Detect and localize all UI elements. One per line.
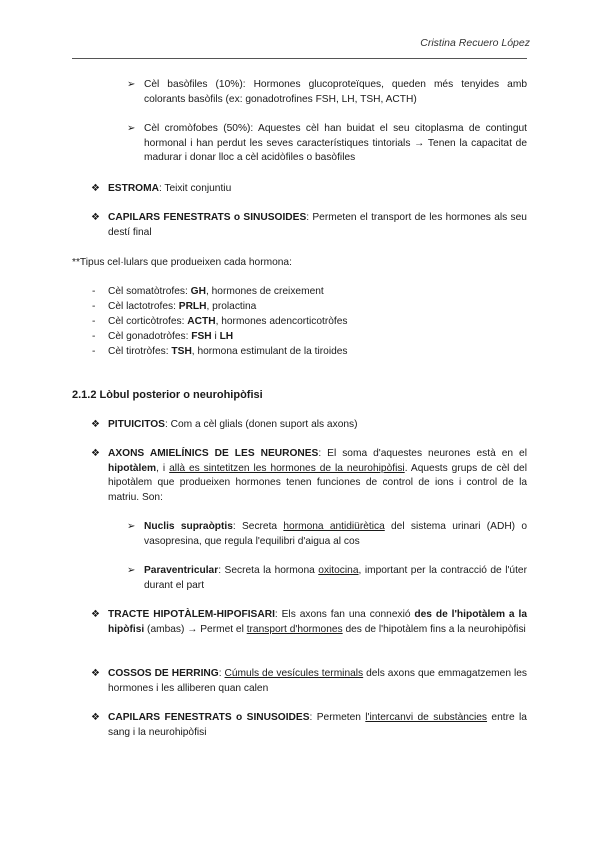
hormone-code: TSH (171, 346, 192, 357)
estroma-title: ESTROMA (108, 183, 159, 194)
dash-bullet: - (92, 301, 96, 312)
axons-title: AXONS AMIELÍNICS DE LES NEURONES (108, 448, 319, 459)
arrow-bullet-icon: ➢ (127, 79, 136, 90)
cromofobes-text: : Aquestes cèl han buidat el seu citoplasma de contingut hormonal i han perdut les seves característiques tintorials → Tenen la capacitat de madurar i donar lloc a cèl acidòfiles o basòfiles (144, 123, 527, 164)
diamond-bullet-icon: ❖ (91, 183, 100, 194)
tracte-title: TRACTE HIPOTÀLEM-HIPOFISARI (108, 609, 275, 620)
paraventricular-item (127, 564, 527, 593)
hormone-description: , hormones adencorticotròfes (215, 316, 348, 327)
cell-type-label: Cèl tirotròfes: (108, 346, 172, 357)
cell-type-item (92, 315, 527, 330)
cromofobes-title: Cèl cromòfobes (50%) (144, 123, 251, 134)
cell-types-heading: **Tipus cel·lulars que produeixen cada hormona: (72, 257, 292, 268)
axons-underline: allà es sintetitzen les hormones de la neurohipòfisi (169, 462, 405, 474)
cell-type-item (92, 345, 527, 360)
diamond-bullet-icon: ❖ (91, 609, 100, 620)
capilars-text: : Permeten el transport de les hormones als seu destí final (108, 212, 527, 238)
diamond-bullet-icon: ❖ (91, 419, 100, 430)
paraventricular-title: Paraventricular (144, 565, 219, 576)
arrow-bullet-icon: ➢ (127, 565, 136, 576)
cell-type-item (92, 300, 527, 315)
hormone-description: , hormona estimulant de la tiroides (191, 346, 348, 357)
dash-bullet: - (92, 346, 96, 357)
hormone-description: , prolactina (206, 301, 257, 312)
section-heading: 2.1.2 Lòbul posterior o neurohipòfisi (72, 389, 263, 401)
basofils-title: Cèl basòfiles (10%) (144, 79, 243, 90)
hormone-code: LH (219, 331, 234, 342)
herring-underline: Cúmuls de vesícules terminals (224, 668, 364, 679)
axons-text: : El soma d'aquestes neurones està en el (318, 448, 527, 459)
capilars-item (91, 211, 527, 240)
estroma-text: : Teixit conjuntiu (158, 183, 232, 194)
herring-item (91, 667, 527, 696)
cell-type-item (92, 285, 527, 300)
dash-bullet: - (92, 331, 96, 342)
hormone-code: FSH (191, 331, 212, 342)
paraventricular-text: , important per la contracció de l'úter durant el part (144, 565, 527, 591)
cromofobes-item (127, 122, 527, 166)
supraoptis-underline: hormona antidiürètica (283, 521, 385, 532)
dash-bullet: - (92, 286, 96, 297)
axons-item (91, 447, 527, 505)
tracte-underline: transport d'hormones (246, 623, 343, 635)
tracte-bold: des de l'hipotàlem a la hipòfisi (108, 609, 527, 635)
cell-type-label: Cèl gonadotròfes: (108, 331, 192, 342)
estroma-item (91, 182, 527, 197)
tracte-text: : Els axons fan una connexió (274, 609, 415, 620)
axons-text: . Aquests grups de cèl del hipotàlem que produeixen hormones tenen funciones de control de ions i control de la matriu. Son: (108, 462, 527, 503)
capilars-item (91, 711, 527, 740)
diamond-bullet-icon: ❖ (91, 212, 100, 223)
herring-title: COSSOS DE HERRING (108, 668, 219, 679)
tracte-text: (ambas) → Permet el (144, 623, 247, 635)
hormone-code: ACTH (187, 316, 216, 327)
axons-bold: hipotàlem (108, 462, 157, 474)
capilars-text: : Permeten (309, 712, 366, 723)
supraoptis-title: Nuclis supraòptis (144, 521, 233, 532)
capilars-underline: l'intercanvi de substàncies (365, 712, 488, 723)
paraventricular-text: : Secreta la hormona (218, 565, 319, 576)
axons-text: , i (156, 462, 170, 474)
paraventricular-underline: oxitocina (318, 565, 359, 576)
basofils-item (127, 78, 527, 107)
pituicits-title: PITUICITOS (108, 419, 165, 430)
capilars-text: entre la sang i la neurohipòfisi (108, 712, 527, 738)
diamond-bullet-icon: ❖ (91, 712, 100, 723)
page-header-author: Cristina Recuero López (420, 37, 530, 49)
diamond-bullet-icon: ❖ (91, 448, 100, 459)
supraoptis-text: del sistema urinari (ADH) o vasopresina, que regula l'equilibri d'aigua al cos (144, 521, 527, 547)
basofils-text: : Hormones glucoproteïques, queden més tenyides amb colorants basòfils (ex: gonadotrofines FSH, LH, TSH, ACTH) (144, 79, 527, 105)
hormone-code: PRLH (178, 301, 207, 312)
supraoptis-text: : Secreta (232, 521, 284, 532)
hormone-description: , hormones de creixement (205, 286, 324, 297)
capilars-title: CAPILARS FENESTRATS o SINUSOIDES (108, 212, 307, 223)
cell-type-label: Cèl somatòtrofes: (108, 286, 191, 297)
cell-type-label: Cèl corticòtrofes: (108, 316, 188, 327)
pituicits-text: : Com a cèl glials (donen suport als axons) (164, 419, 358, 430)
tracte-text: des de l'hipotàlem fins a la neurohipòfisi (342, 623, 526, 635)
pituicits-item (91, 418, 527, 433)
dash-bullet: - (92, 316, 96, 327)
capilars-title: CAPILARS FENESTRATS o SINUSOIDES (108, 712, 310, 723)
tracte-item (91, 608, 527, 637)
herring-text: : (218, 668, 225, 679)
header-rule (72, 58, 527, 59)
cell-type-label: Cèl lactotrofes: (108, 301, 179, 312)
conjunction: i (211, 331, 220, 342)
hormone-code: GH (190, 286, 206, 297)
cell-type-item (92, 330, 527, 345)
herring-text: dels axons que emmagatzemen les hormones i les alliberen quan calen (108, 668, 527, 694)
diamond-bullet-icon: ❖ (91, 668, 100, 679)
arrow-bullet-icon: ➢ (127, 123, 136, 134)
supraoptis-item (127, 520, 527, 549)
arrow-bullet-icon: ➢ (127, 521, 136, 532)
